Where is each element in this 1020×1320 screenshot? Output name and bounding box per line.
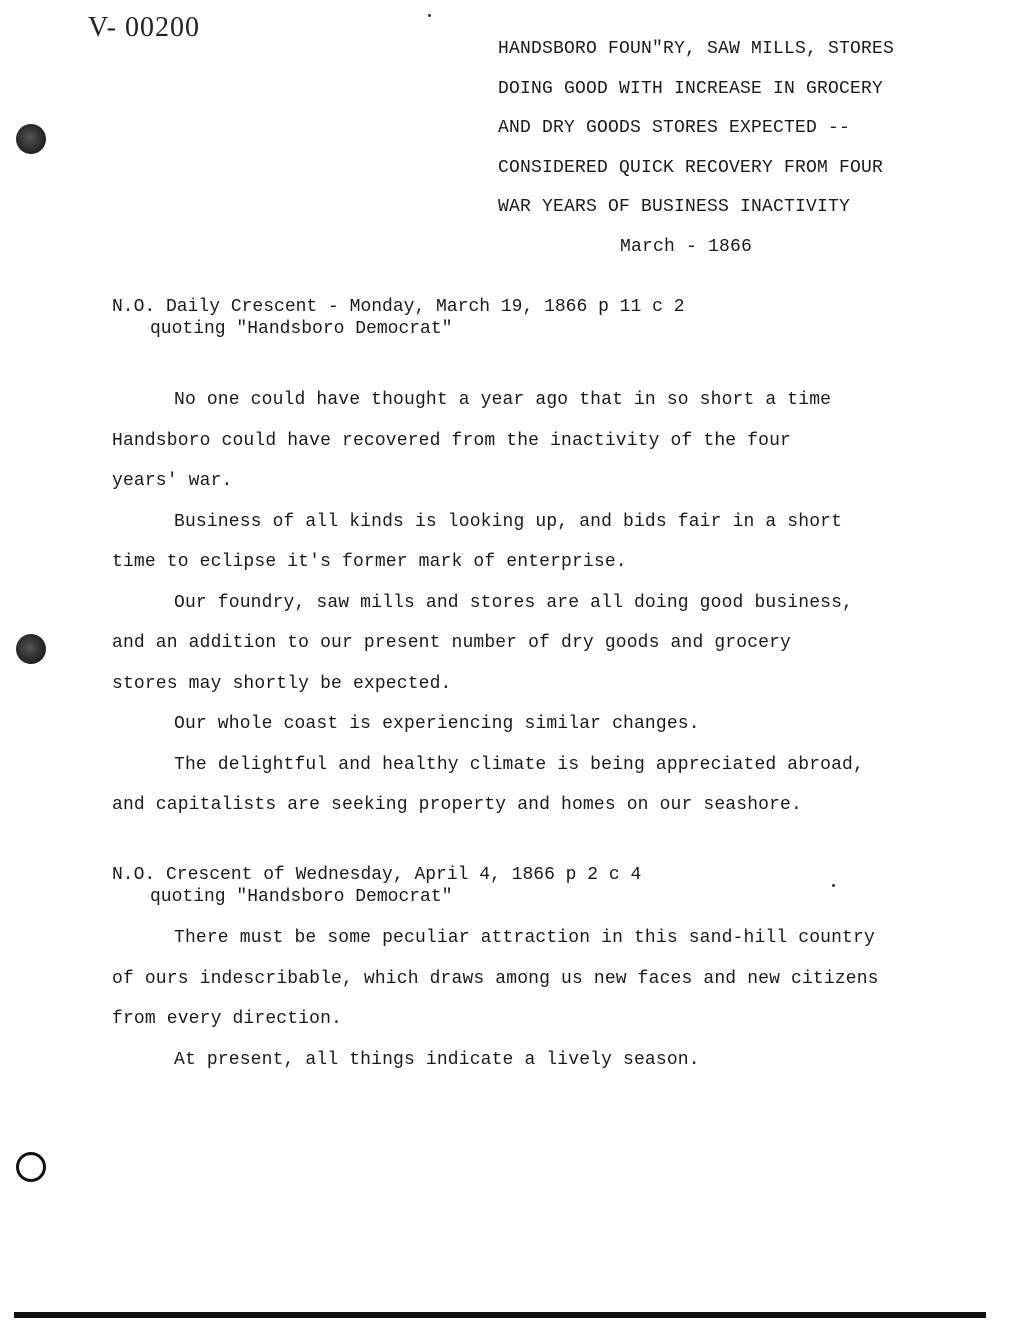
ink-speck: [428, 14, 431, 17]
article-paragraph: Our foundry, saw mills and stores are all doing good business, and an addition to our present number of dry goods and grocery stores may shortly be expected.: [112, 592, 854, 694]
article-citation: [112, 864, 892, 908]
headline-line: CONSIDERED QUICK RECOVERY FROM FOUR: [498, 157, 884, 178]
article-paragraph: Our whole coast is experiencing similar changes.: [174, 714, 700, 734]
article-paragraph: Business of all kinds is looking up, and bids fair in a short time to eclipse it's former mark of enterprise.: [112, 511, 843, 572]
headline-date: March - 1866: [620, 236, 753, 257]
article-paragraph: The delightful and healthy climate is being appreciated abroad, and capitalists are seeking property and homes on our seashore.: [112, 754, 864, 815]
citation-quoting: quoting "Handsboro Democrat": [150, 887, 453, 907]
article-paragraph: At present, all things indicate a lively season.: [174, 1049, 700, 1070]
binder-hole-bottom: [16, 1152, 46, 1182]
page-edge-rule: [14, 1312, 986, 1318]
article-citation: [112, 296, 892, 340]
binder-hole-top: [16, 124, 46, 154]
article-body: [112, 380, 972, 826]
document-id: V- 00200: [88, 12, 200, 43]
article-paragraph: No one could have thought a year ago that in so short a time Handsboro could have recovered from the inactivity of the four years' war.: [112, 390, 832, 491]
headline-line: HANDSBORO FOUN"RY, SAW MILLS, STORES: [498, 39, 895, 59]
citation-quoting: quoting "Handsboro Democrat": [150, 319, 453, 339]
article-paragraph: There must be some peculiar attraction in this sand-hill country of ours indescribable, which draws among us new faces and new citizens from every direction.: [112, 928, 879, 1029]
headline: [498, 30, 968, 267]
citation-source: N.O. Daily Crescent - Monday, March 19, 1866 p 11 c 2: [112, 297, 685, 317]
headline-line: AND DRY GOODS STORES EXPECTED --: [498, 118, 851, 138]
headline-line: WAR YEARS OF BUSINESS INACTIVITY: [498, 197, 851, 217]
headline-line: DOING GOOD WITH INCREASE IN GROCERY: [498, 78, 884, 99]
binder-hole-middle: [16, 634, 46, 664]
citation-source: N.O. Crescent of Wednesday, April 4, 1866 p 2 c 4: [112, 865, 642, 885]
article-body: [112, 918, 972, 1080]
